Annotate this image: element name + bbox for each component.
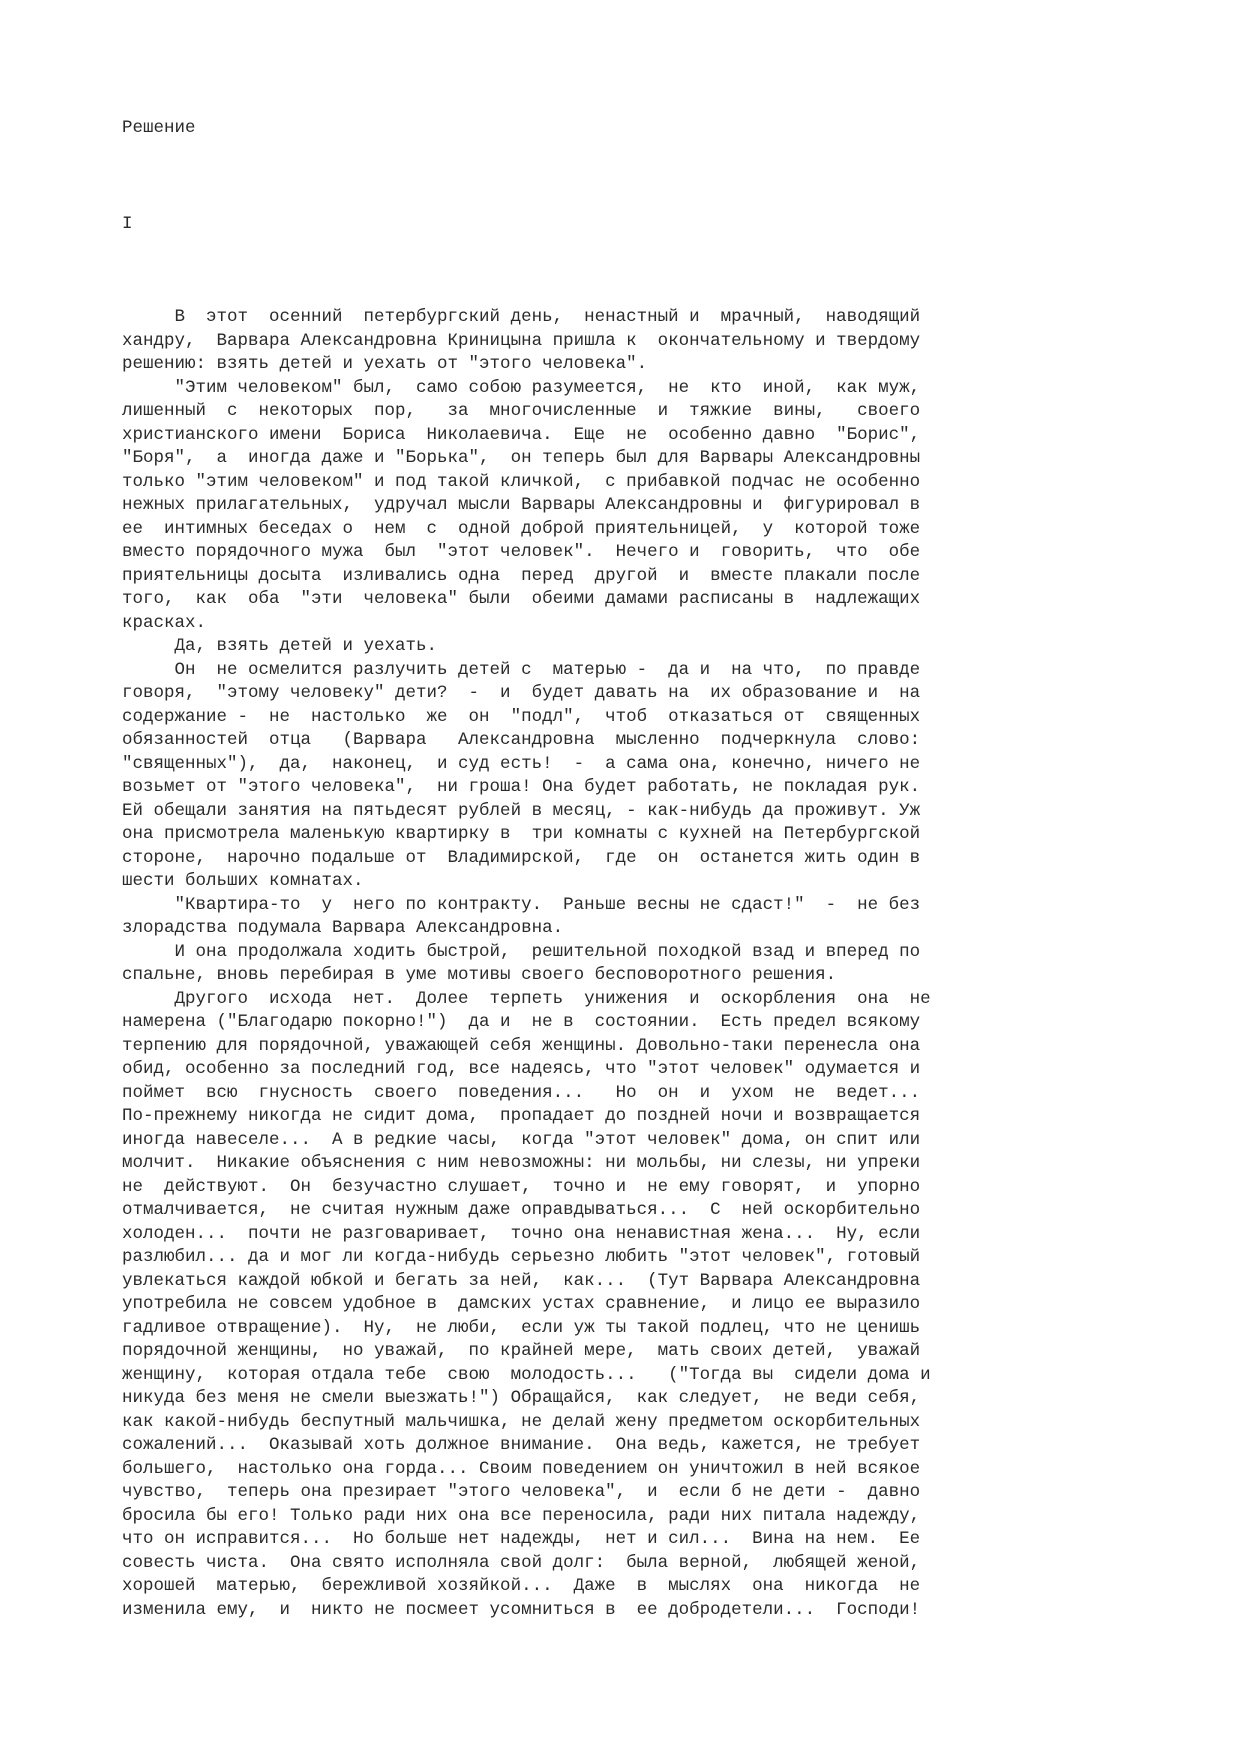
text-line: холоден... почти не разговаривает, точно она ненавистная жена... Ну, если [122,1223,921,1244]
text-line: молчит. Никакие объяснения с ним невозможны: ни мольбы, ни слезы, ни упреки [122,1153,921,1173]
text-line: отмалчивается, не считая нужным даже оправдываться... С ней оскорбительно [122,1200,921,1220]
text-line: гадливое отвращение). Ну, не люби, если уж ты такой подлец, что не ценишь [122,1317,921,1338]
body-text [122,306,1082,1622]
text-line: возьмет от "этого человека", ни гроша! Она будет работать, не покладая рук. [122,777,921,797]
text-line: поймет всю гнусность своего поведения... Но он и ухом не ведет... [122,1082,921,1103]
text-line: совесть чиста. Она свято исполняла свой долг: была верной, любящей женой, [122,1552,921,1573]
text-line: вместо порядочного мужа был "этот человек". Нечего и говорить, что обе [122,542,921,562]
text-line: нежных прилагательных, удручал мысли Варвары Александровны и фигурировал в [122,495,921,515]
text-line: только "этим человеком" и под такой кличкой, с прибавкой подчас не особенно [122,471,921,492]
text-line: никуда без меня не смели выезжать!") Обращайся, как следует, не веди себя, [122,1388,921,1408]
text-line: содержание - не настолько же он "подл", чтоб отказаться от священных [122,706,921,727]
text-line: терпению для порядочной, уважающей себя женщины. Довольно-таки перенесла она [122,1035,921,1056]
text-line: того, как оба "эти человека" были обеими дамами расписаны в надлежащих [122,589,921,609]
text-line: злорадства подумала Варвара Александровна. [122,918,564,938]
text-line: увлекаться каждой юбкой и бегать за ней, как... (Тут Варвара Александровна [122,1270,921,1291]
text-line: обязанностей отца (Варвара Александровна мысленно подчеркнула слово: [122,730,921,750]
text-line: "Этим человеком" был, само собою разумеется, не кто иной, как муж, [122,377,921,398]
text-line: решению: взять детей и уехать от "этого человека". [122,354,648,374]
text-line: как какой-нибудь беспутный мальчишка, не делай жену предметом оскорбительных [122,1411,921,1432]
text-line: "Квартира-то у него по контракту. Раньше весны не сдаст!" - не без [122,894,921,915]
document-title: Решение [122,118,196,138]
text-line: "священных"), да, наконец, и суд есть! - а сама она, конечно, ничего не [122,753,921,774]
text-line: женщину, которая отдала тебе свою молодость... ("Тогда вы сидели дома и [122,1364,931,1385]
text-line: чувство, теперь она презирает "этого человека", и если б не дети - давно [122,1482,921,1502]
text-line: лишенный с некоторых пор, за многочисленные и тяжкие вины, своего [122,401,921,421]
text-line: намерена ("Благодарю покорно!") да и не в состоянии. Есть предел всякому [122,1012,921,1032]
chapter-number: I [122,214,133,234]
text-line: сожалений... Оказывай хоть должное внимание. Она ведь, кажется, не требует [122,1435,921,1455]
text-line: По-прежнему никогда не сидит дома, пропадает до поздней ночи и возвращается [122,1106,921,1126]
text-line: большего, настолько она горда... Своим поведением он уничтожил в ней всякое [122,1458,921,1479]
text-line: христианского имени Бориса Николаевича. Еще не особенно давно "Борис", [122,424,921,445]
text-line: Он не осмелится разлучить детей с матерью - да и на что, по правде [122,659,921,680]
text-line: порядочной женщины, но уважай, по крайней мере, мать своих детей, уважай [122,1341,921,1361]
text-line: изменила ему, и никто не посмеет усомниться в ее добродетели... Господи! [122,1599,921,1620]
text-line: она присмотрела маленькую квартирку в три комнаты с кухней на Петербургской [122,824,921,844]
text-line: что он исправится... Но больше нет надежды, нет и сил... Вина на нем. Ее [122,1529,921,1549]
text-line: В этот осенний петербургский день, ненастный и мрачный, наводящий [122,307,921,327]
text-line: разлюбил... да и мог ли когда-нибудь серьезно любить "этот человек", готовый [122,1247,921,1267]
text-line: спальне, вновь перебирая в уме мотивы своего бесповоротного решения. [122,965,837,985]
text-line: хандру, Варвара Александровна Криницына пришла к окончательному и твердому [122,330,921,351]
text-line: Другого исхода нет. Долее терпеть унижения и оскорбления она не [122,988,931,1009]
text-line: И она продолжала ходить быстрой, решительной походкой взад и вперед по [122,941,921,962]
text-line: обид, особенно за последний год, все надеясь, что "этот человек" одумается и [122,1059,921,1079]
text-line: "Боря", а иногда даже и "Борька", он теперь был для Варвары Александровны [122,448,921,468]
text-line: Ей обещали занятия на пятьдесят рублей в месяц, - как-нибудь да проживут. Уж [122,800,921,821]
text-line: ее интимных беседах о нем с одной доброй приятельницей, у которой тоже [122,518,921,539]
text-line: не действуют. Он безучастно слушает, точно и не ему говорят, и упорно [122,1176,921,1197]
text-line: бросила бы его! Только ради них она все переносила, ради них питала надежду, [122,1505,921,1526]
text-line: красках. [122,612,207,633]
text-line: говоря, "этому человеку" дети? - и будет давать на их образование и на [122,683,921,703]
text-line: Да, взять детей и уехать. [122,636,438,656]
text-line: приятельницы досыта изливались одна перед другой и вместе плакали после [122,565,921,586]
text-line: шести больших комнатах. [122,871,364,891]
text-line: употребила не совсем удобное в дамских устах сравнение, и лицо ее выразило [122,1294,921,1314]
text-line: хорошей матерью, бережливой хозяйкой... Даже в мыслях она никогда не [122,1576,921,1596]
text-line: иногда навеселе... А в редкие часы, когда "этот человек" дома, он спит или [122,1129,921,1150]
text-line: стороне, нарочно подальше от Владимирской, где он останется жить один в [122,847,921,868]
